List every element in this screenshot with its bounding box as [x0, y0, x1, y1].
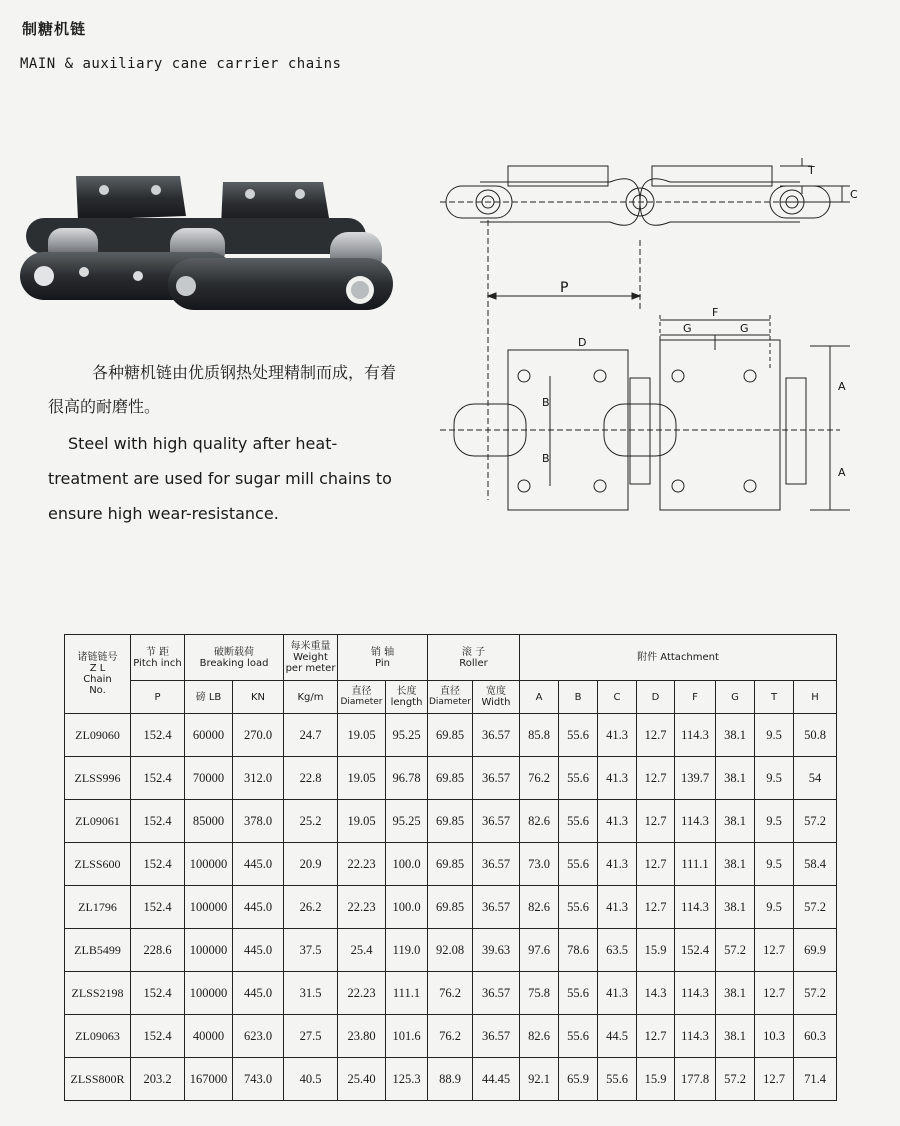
cell-pin-dia: 25.4	[338, 929, 386, 972]
cell-c: 41.3	[598, 714, 637, 757]
cell-g: 38.1	[716, 972, 755, 1015]
cell-kgm: 40.5	[284, 1058, 338, 1101]
cell-roller-dia: 76.2	[428, 972, 473, 1015]
cell-p: 228.6	[131, 929, 185, 972]
table-row	[65, 1058, 837, 1101]
cell-kgm: 24.7	[284, 714, 338, 757]
cell-d: 12.7	[637, 757, 675, 800]
cell-g: 38.1	[716, 714, 755, 757]
cell-c: 41.3	[598, 972, 637, 1015]
table-row	[65, 1015, 837, 1058]
th-c: C	[598, 681, 637, 714]
cell-p: 152.4	[131, 800, 185, 843]
cell-kgm: 22.8	[284, 757, 338, 800]
th-pin-length: 长度 length	[386, 681, 428, 714]
cell-kgm: 37.5	[284, 929, 338, 972]
spec-table	[64, 634, 837, 1101]
cell-roller-dia: 69.85	[428, 757, 473, 800]
cell-t: 9.5	[755, 843, 794, 886]
cell-kn: 623.0	[233, 1015, 284, 1058]
cell-d: 12.7	[637, 800, 675, 843]
cell-g: 57.2	[716, 1058, 755, 1101]
cell-roller-dia: 69.85	[428, 800, 473, 843]
table-row	[65, 843, 837, 886]
cell-pin-len: 100.0	[386, 886, 428, 929]
dim-label-c: C	[850, 188, 858, 201]
cell-b: 55.6	[559, 757, 598, 800]
table-header-row-2	[65, 681, 837, 714]
cell-a: 82.6	[520, 1015, 559, 1058]
th-h: H	[794, 681, 837, 714]
cell-d: 12.7	[637, 1015, 675, 1058]
cell-model: ZLSS2198	[65, 972, 131, 1015]
cell-roller-dia: 92.08	[428, 929, 473, 972]
th-pin: 销 轴 Pin	[338, 635, 428, 681]
cell-kn: 445.0	[233, 929, 284, 972]
cell-g: 38.1	[716, 757, 755, 800]
cell-pin-dia: 22.23	[338, 886, 386, 929]
th-g: G	[716, 681, 755, 714]
table-row	[65, 972, 837, 1015]
cell-pin-len: 100.0	[386, 843, 428, 886]
cell-b: 55.6	[559, 800, 598, 843]
cell-h: 50.8	[794, 714, 837, 757]
cell-p: 152.4	[131, 972, 185, 1015]
cell-c: 55.6	[598, 1058, 637, 1101]
dim-label-d: D	[578, 336, 587, 349]
cell-roller-dia: 88.9	[428, 1058, 473, 1101]
cell-b: 55.6	[559, 714, 598, 757]
cell-h: 57.2	[794, 972, 837, 1015]
cell-t: 9.5	[755, 800, 794, 843]
cell-p: 203.2	[131, 1058, 185, 1101]
table-row	[65, 757, 837, 800]
cell-p: 152.4	[131, 1015, 185, 1058]
cell-c: 41.3	[598, 843, 637, 886]
th-roller: 滚 子 Roller	[428, 635, 520, 681]
th-lb: 磅 LB	[185, 681, 233, 714]
cell-g: 57.2	[716, 929, 755, 972]
cell-d: 12.7	[637, 843, 675, 886]
cell-kgm: 25.2	[284, 800, 338, 843]
cell-pin-dia: 19.05	[338, 714, 386, 757]
table-row	[65, 714, 837, 757]
cell-model: ZLSS996	[65, 757, 131, 800]
cell-lb: 60000	[185, 714, 233, 757]
cell-p: 152.4	[131, 714, 185, 757]
cell-lb: 167000	[185, 1058, 233, 1101]
cell-f: 114.3	[675, 972, 716, 1015]
cell-f: 114.3	[675, 1015, 716, 1058]
th-roller-diameter: 直径 Diameter	[428, 681, 473, 714]
th-f: F	[675, 681, 716, 714]
page-title-cn: 制糖机链	[22, 20, 87, 38]
cell-roller-w: 36.57	[473, 843, 520, 886]
cell-b: 55.6	[559, 972, 598, 1015]
cell-d: 12.7	[637, 714, 675, 757]
cell-a: 92.1	[520, 1058, 559, 1101]
cell-t: 9.5	[755, 757, 794, 800]
cell-roller-w: 36.57	[473, 886, 520, 929]
cell-roller-dia: 69.85	[428, 714, 473, 757]
cell-kn: 270.0	[233, 714, 284, 757]
dim-label-a-upper: A	[838, 380, 846, 393]
spec-table-body	[65, 714, 837, 1101]
cell-c: 41.3	[598, 800, 637, 843]
cell-kn: 312.0	[233, 757, 284, 800]
th-roller-width: 宽度 Width	[473, 681, 520, 714]
dim-label-p: P	[560, 280, 569, 296]
cell-roller-w: 39.63	[473, 929, 520, 972]
cell-t: 12.7	[755, 972, 794, 1015]
cell-f: 139.7	[675, 757, 716, 800]
cell-pin-dia: 19.05	[338, 800, 386, 843]
cell-kgm: 20.9	[284, 843, 338, 886]
description-cn: 各种糖机链由优质钢热处理精制而成，有着很高的耐磨性。	[48, 363, 397, 416]
cell-g: 38.1	[716, 843, 755, 886]
cell-h: 60.3	[794, 1015, 837, 1058]
cell-pin-len: 125.3	[386, 1058, 428, 1101]
cell-pin-len: 101.6	[386, 1015, 428, 1058]
cell-d: 15.9	[637, 929, 675, 972]
cell-g: 38.1	[716, 800, 755, 843]
th-pin-diameter: 直径 Diameter	[338, 681, 386, 714]
cell-f: 114.3	[675, 714, 716, 757]
cell-t: 12.7	[755, 1058, 794, 1101]
th-pitch: 节 距 Pitch inch	[131, 635, 185, 681]
cell-roller-dia: 76.2	[428, 1015, 473, 1058]
th-kn: KN	[233, 681, 284, 714]
cell-t: 12.7	[755, 929, 794, 972]
cell-d: 14.3	[637, 972, 675, 1015]
th-kgm: Kg/m	[284, 681, 338, 714]
cell-roller-dia: 69.85	[428, 843, 473, 886]
cell-d: 12.7	[637, 886, 675, 929]
cell-a: 76.2	[520, 757, 559, 800]
cell-g: 38.1	[716, 1015, 755, 1058]
cell-kgm: 27.5	[284, 1015, 338, 1058]
cell-b: 78.6	[559, 929, 598, 972]
cell-f: 152.4	[675, 929, 716, 972]
th-t: T	[755, 681, 794, 714]
th-d: D	[637, 681, 675, 714]
cell-lb: 100000	[185, 843, 233, 886]
th-attachment: 附件 Attachment	[520, 635, 837, 681]
cell-pin-len: 96.78	[386, 757, 428, 800]
table-row	[65, 886, 837, 929]
dim-label-b-lower: B	[542, 452, 550, 465]
cell-lb: 70000	[185, 757, 233, 800]
cell-h: 71.4	[794, 1058, 837, 1101]
cell-model: ZL1796	[65, 886, 131, 929]
cell-a: 73.0	[520, 843, 559, 886]
cell-c: 41.3	[598, 757, 637, 800]
th-weight: 每米重量 Weight per meter	[284, 635, 338, 681]
cell-g: 38.1	[716, 886, 755, 929]
dim-label-f: F	[712, 306, 719, 319]
cell-kn: 445.0	[233, 843, 284, 886]
cell-lb: 100000	[185, 886, 233, 929]
cell-a: 82.6	[520, 800, 559, 843]
cell-c: 63.5	[598, 929, 637, 972]
cell-f: 111.1	[675, 843, 716, 886]
cell-h: 69.9	[794, 929, 837, 972]
cell-kgm: 26.2	[284, 886, 338, 929]
cell-kn: 378.0	[233, 800, 284, 843]
cell-p: 152.4	[131, 757, 185, 800]
cell-model: ZLSS800R	[65, 1058, 131, 1101]
cell-pin-dia: 22.23	[338, 972, 386, 1015]
cell-c: 44.5	[598, 1015, 637, 1058]
cell-b: 55.6	[559, 843, 598, 886]
cell-t: 9.5	[755, 714, 794, 757]
cell-h: 57.2	[794, 800, 837, 843]
cell-pin-len: 119.0	[386, 929, 428, 972]
cell-model: ZL09063	[65, 1015, 131, 1058]
cell-pin-len: 95.25	[386, 714, 428, 757]
cell-kn: 445.0	[233, 972, 284, 1015]
cell-pin-dia: 19.05	[338, 757, 386, 800]
cell-lb: 100000	[185, 972, 233, 1015]
dim-label-a-lower: A	[838, 466, 846, 479]
cell-b: 65.9	[559, 1058, 598, 1101]
cell-a: 97.6	[520, 929, 559, 972]
th-a: A	[520, 681, 559, 714]
cell-a: 75.8	[520, 972, 559, 1015]
th-chain-no: 诸链链号 Z L Chain No.	[65, 635, 131, 714]
cell-lb: 100000	[185, 929, 233, 972]
cell-h: 58.4	[794, 843, 837, 886]
cell-roller-w: 36.57	[473, 1015, 520, 1058]
dim-label-g-left: G	[683, 322, 692, 335]
cell-roller-w: 36.57	[473, 757, 520, 800]
dim-label-g-right: G	[740, 322, 749, 335]
cell-d: 15.9	[637, 1058, 675, 1101]
cell-a: 85.8	[520, 714, 559, 757]
cell-model: ZL09061	[65, 800, 131, 843]
cell-b: 55.6	[559, 886, 598, 929]
cell-f: 177.8	[675, 1058, 716, 1101]
cell-t: 10.3	[755, 1015, 794, 1058]
cell-roller-w: 36.57	[473, 972, 520, 1015]
cell-p: 152.4	[131, 843, 185, 886]
cell-f: 114.3	[675, 886, 716, 929]
cell-roller-dia: 69.85	[428, 886, 473, 929]
cell-model: ZLB5499	[65, 929, 131, 972]
cell-a: 82.6	[520, 886, 559, 929]
cell-pin-dia: 22.23	[338, 843, 386, 886]
cell-p: 152.4	[131, 886, 185, 929]
dim-label-b-upper: B	[542, 396, 550, 409]
cell-h: 57.2	[794, 886, 837, 929]
cell-f: 114.3	[675, 800, 716, 843]
cell-c: 41.3	[598, 886, 637, 929]
description-en: Steel with high quality after heat-treatment are used for sugar mill chains to ensure high wear-resistance.	[48, 434, 392, 523]
table-row	[65, 800, 837, 843]
cell-t: 9.5	[755, 886, 794, 929]
cell-model: ZL09060	[65, 714, 131, 757]
cell-b: 55.6	[559, 1015, 598, 1058]
cell-pin-len: 95.25	[386, 800, 428, 843]
cell-kn: 445.0	[233, 886, 284, 929]
cell-pin-dia: 25.40	[338, 1058, 386, 1101]
th-p: P	[131, 681, 185, 714]
table-header-row-1	[65, 635, 837, 681]
cell-lb: 40000	[185, 1015, 233, 1058]
cell-pin-len: 111.1	[386, 972, 428, 1015]
chain-technical-drawing	[440, 150, 890, 530]
page-title-en: MAIN & auxiliary cane carrier chains	[20, 56, 342, 72]
cell-roller-w: 44.45	[473, 1058, 520, 1101]
cell-roller-w: 36.57	[473, 800, 520, 843]
description-block	[48, 356, 398, 531]
table-row	[65, 929, 837, 972]
cell-kn: 743.0	[233, 1058, 284, 1101]
cell-kgm: 31.5	[284, 972, 338, 1015]
cell-h: 54	[794, 757, 837, 800]
cell-roller-w: 36.57	[473, 714, 520, 757]
cell-pin-dia: 23.80	[338, 1015, 386, 1058]
chain-photo	[18, 168, 398, 318]
cell-model: ZLSS600	[65, 843, 131, 886]
cell-lb: 85000	[185, 800, 233, 843]
th-breaking-load: 破断载荷 Breaking load	[185, 635, 284, 681]
dim-label-t: T	[808, 164, 815, 177]
th-b: B	[559, 681, 598, 714]
